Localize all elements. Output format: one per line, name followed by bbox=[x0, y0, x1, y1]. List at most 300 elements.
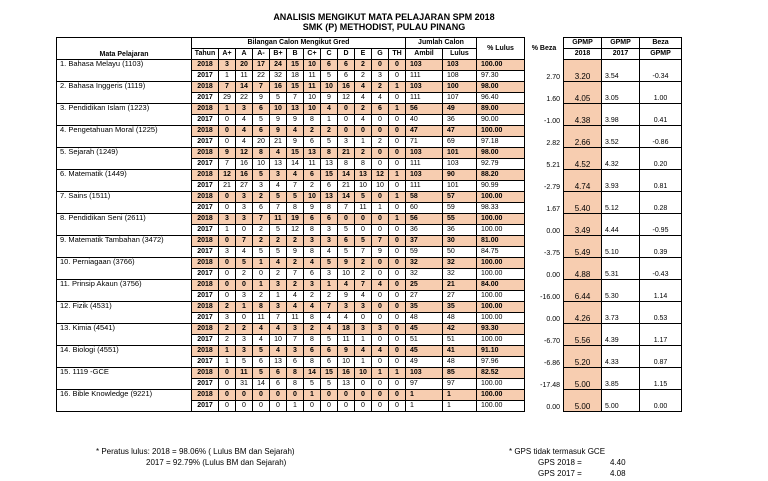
grade-count-cell: 4 bbox=[287, 170, 304, 181]
ambil-cell: 25 bbox=[406, 280, 443, 291]
table-row bbox=[57, 280, 682, 291]
footer-note-pass-2017: 2017 = 92.79% (Lulus BM dan Sejarah) bbox=[146, 458, 287, 467]
ambil-cell: 111 bbox=[406, 159, 443, 170]
pass-percent-cell: 84.75 bbox=[477, 247, 525, 258]
grade-count-cell: 1 bbox=[236, 302, 253, 313]
grade-count-cell: 5 bbox=[270, 225, 287, 236]
header-diff-top: Beza bbox=[640, 38, 682, 49]
grade-count-cell: 5 bbox=[321, 379, 338, 390]
ambil-cell: 97 bbox=[406, 379, 443, 390]
lulus-cell: 1 bbox=[443, 401, 477, 412]
grade-count-cell: 20 bbox=[236, 60, 253, 71]
diff-percent-cell: 1.67 bbox=[546, 205, 560, 213]
ambil-cell: 40 bbox=[406, 115, 443, 126]
lulus-cell: 50 bbox=[443, 247, 477, 258]
diff-gpmp-cell: 1.17 bbox=[640, 324, 682, 346]
grade-count-cell: 0 bbox=[321, 390, 338, 401]
table-row bbox=[57, 302, 682, 313]
grade-count-cell: 10 bbox=[355, 368, 372, 379]
grade-count-cell: 0 bbox=[389, 115, 406, 126]
lulus-cell: 101 bbox=[443, 181, 477, 192]
grade-count-cell: 0 bbox=[389, 313, 406, 324]
gpmp-2018-cell: 4.88 bbox=[564, 258, 602, 280]
lulus-cell: 27 bbox=[443, 291, 477, 302]
grade-count-cell: 0 bbox=[372, 269, 389, 280]
grade-count-cell: 9 bbox=[338, 291, 355, 302]
grade-count-cell: 5 bbox=[253, 170, 270, 181]
grade-count-cell: 4 bbox=[253, 324, 270, 335]
lulus-cell: 85 bbox=[443, 368, 477, 379]
grade-count-cell: 1 bbox=[321, 280, 338, 291]
grade-count-cell: 0 bbox=[219, 379, 236, 390]
diff-gpmp-cell: 0.00 bbox=[640, 390, 682, 412]
subject-name: 8. Pendidikan Seni (2611) bbox=[57, 214, 192, 236]
pass-percent-cell: 100.00 bbox=[477, 258, 525, 269]
grade-count-cell: 6 bbox=[304, 269, 321, 280]
grade-count-cell: 5 bbox=[338, 247, 355, 258]
year-cell: 2018 bbox=[192, 192, 219, 203]
grade-count-cell: 3 bbox=[270, 302, 287, 313]
grade-count-cell: 0 bbox=[253, 269, 270, 280]
grade-count-cell: 16 bbox=[270, 82, 287, 93]
lulus-cell: 36 bbox=[443, 225, 477, 236]
footer-gps-2017-value: 4.08 bbox=[610, 469, 626, 478]
year-cell: 2018 bbox=[192, 170, 219, 181]
header-subject: Mata Pelajaran bbox=[57, 38, 192, 60]
grade-count-cell: 22 bbox=[236, 93, 253, 104]
grade-count-cell: 15 bbox=[321, 368, 338, 379]
gpmp-2018-cell: 4.26 bbox=[564, 302, 602, 324]
pass-percent-cell: 100.00 bbox=[477, 302, 525, 313]
subject-name: 9. Matematik Tambahan (3472) bbox=[57, 236, 192, 258]
header-grade: D bbox=[338, 49, 355, 60]
header-gpmp-2017: 2017 bbox=[602, 49, 640, 60]
year-cell: 2018 bbox=[192, 126, 219, 137]
diff-percent-cell: -6.70 bbox=[544, 337, 560, 345]
pass-percent-cell: 90.99 bbox=[477, 181, 525, 192]
grade-count-cell: 1 bbox=[389, 104, 406, 115]
grade-count-cell: 0 bbox=[219, 115, 236, 126]
grade-count-cell: 5 bbox=[236, 357, 253, 368]
gpmp-2018-cell: 3.49 bbox=[564, 214, 602, 236]
ambil-cell: 59 bbox=[406, 247, 443, 258]
grade-count-cell: 0 bbox=[355, 313, 372, 324]
gpmp-2018-cell: 4.74 bbox=[564, 170, 602, 192]
grade-count-cell: 10 bbox=[304, 60, 321, 71]
year-cell: 2017 bbox=[192, 225, 219, 236]
pass-percent-cell: 90.00 bbox=[477, 115, 525, 126]
grade-count-cell: 14 bbox=[236, 82, 253, 93]
grade-count-cell: 0 bbox=[372, 390, 389, 401]
diff-gpmp-cell: 0.39 bbox=[640, 236, 682, 258]
grade-count-cell: 9 bbox=[287, 247, 304, 258]
pass-percent-cell: 100.00 bbox=[477, 214, 525, 225]
grade-count-cell: 0 bbox=[236, 225, 253, 236]
subject-name: 7. Sains (1511) bbox=[57, 192, 192, 214]
grade-count-cell: 20 bbox=[253, 137, 270, 148]
ambil-cell: 103 bbox=[406, 368, 443, 379]
grade-count-cell: 5 bbox=[253, 346, 270, 357]
year-cell: 2017 bbox=[192, 269, 219, 280]
grade-count-cell: 7 bbox=[321, 302, 338, 313]
ambil-cell: 103 bbox=[406, 60, 443, 71]
grade-count-cell: 0 bbox=[355, 214, 372, 225]
grade-count-cell: 22 bbox=[253, 71, 270, 82]
grade-count-cell: 0 bbox=[219, 137, 236, 148]
footer-gps-2017-label: GPS 2017 = bbox=[538, 469, 582, 478]
grade-count-cell: 0 bbox=[355, 225, 372, 236]
grade-count-cell: 3 bbox=[219, 313, 236, 324]
gpmp-2018-cell: 4.05 bbox=[564, 82, 602, 104]
pass-percent-cell: 97.18 bbox=[477, 137, 525, 148]
gpmp-2018-cell: 5.00 bbox=[564, 390, 602, 412]
pass-percent-cell: 92.79 bbox=[477, 159, 525, 170]
grade-count-cell: 6 bbox=[321, 346, 338, 357]
grade-count-cell: 0 bbox=[389, 247, 406, 258]
header-grade: A bbox=[236, 49, 253, 60]
lulus-cell: 69 bbox=[443, 137, 477, 148]
grade-count-cell: 16 bbox=[236, 170, 253, 181]
grade-count-cell: 27 bbox=[236, 181, 253, 192]
subject-name: 16. Bible Knowledge (9221) bbox=[57, 390, 192, 412]
grade-count-cell: 0 bbox=[389, 181, 406, 192]
year-cell: 2018 bbox=[192, 82, 219, 93]
grade-count-cell: 0 bbox=[219, 258, 236, 269]
grade-count-cell: 0 bbox=[389, 137, 406, 148]
grade-count-cell: 0 bbox=[389, 60, 406, 71]
grade-count-cell: 16 bbox=[236, 159, 253, 170]
grade-count-cell: 4 bbox=[304, 302, 321, 313]
grade-count-cell: 9 bbox=[219, 148, 236, 159]
diff-percent-cell: 0.00 bbox=[546, 315, 560, 323]
pass-percent-cell: 97.96 bbox=[477, 357, 525, 368]
grade-count-cell: 2 bbox=[236, 269, 253, 280]
footer-gps-2018-label: GPS 2018 = bbox=[538, 458, 582, 467]
grade-count-cell: 11 bbox=[304, 159, 321, 170]
grade-count-cell: 5 bbox=[270, 247, 287, 258]
ambil-cell: 111 bbox=[406, 71, 443, 82]
school-name: SMK (P) METHODIST, PULAU PINANG bbox=[302, 22, 466, 32]
subject-name: 12. Fizik (4531) bbox=[57, 302, 192, 324]
grade-count-cell: 0 bbox=[389, 126, 406, 137]
grade-count-cell: 6 bbox=[287, 357, 304, 368]
grade-count-cell: 6 bbox=[304, 214, 321, 225]
grade-count-cell: 4 bbox=[338, 313, 355, 324]
grade-count-cell: 0 bbox=[219, 203, 236, 214]
grade-count-cell: 7 bbox=[270, 313, 287, 324]
diff-percent-cell: 0.00 bbox=[546, 227, 560, 235]
grade-count-cell: 6 bbox=[253, 357, 270, 368]
grade-count-cell: 2 bbox=[253, 236, 270, 247]
gpmp-2018-cell: 5.56 bbox=[564, 324, 602, 346]
grade-count-cell: 1 bbox=[270, 291, 287, 302]
grade-count-cell: 3 bbox=[287, 346, 304, 357]
lulus-cell: 108 bbox=[443, 71, 477, 82]
ambil-cell: 103 bbox=[406, 148, 443, 159]
grade-count-cell: 4 bbox=[321, 313, 338, 324]
ambil-cell: 1 bbox=[406, 390, 443, 401]
grade-count-cell: 7 bbox=[372, 236, 389, 247]
year-cell: 2017 bbox=[192, 291, 219, 302]
grade-count-cell: 5 bbox=[270, 93, 287, 104]
grade-count-cell: 5 bbox=[253, 247, 270, 258]
diff-gpmp-cell: 0.20 bbox=[640, 148, 682, 170]
grade-count-cell: 0 bbox=[338, 126, 355, 137]
grade-count-cell: 13 bbox=[270, 357, 287, 368]
grade-count-cell: 0 bbox=[219, 126, 236, 137]
grade-count-cell: 1 bbox=[355, 357, 372, 368]
grade-count-cell: 5 bbox=[304, 379, 321, 390]
grade-count-cell: 5 bbox=[355, 236, 372, 247]
grade-count-cell: 0 bbox=[355, 401, 372, 412]
grade-count-cell: 8 bbox=[355, 159, 372, 170]
pass-percent-cell: 100.00 bbox=[477, 60, 525, 71]
grade-count-cell: 3 bbox=[338, 302, 355, 313]
grade-count-cell: 6 bbox=[372, 104, 389, 115]
subject-name: 1. Bahasa Melayu (1103) bbox=[57, 60, 192, 82]
grade-count-cell: 15 bbox=[287, 148, 304, 159]
pass-percent-cell: 98.00 bbox=[477, 82, 525, 93]
pass-percent-cell: 100.00 bbox=[477, 390, 525, 401]
grade-count-cell: 11 bbox=[253, 313, 270, 324]
grade-count-cell: 3 bbox=[338, 137, 355, 148]
grade-count-cell: 10 bbox=[355, 181, 372, 192]
subject-name: 11. Prinsip Akaun (3756) bbox=[57, 280, 192, 302]
gpmp-2018-cell: 2.66 bbox=[564, 126, 602, 148]
grade-count-cell: 3 bbox=[219, 247, 236, 258]
grade-count-cell: 5 bbox=[287, 192, 304, 203]
grade-count-cell: 2 bbox=[355, 60, 372, 71]
grade-count-cell: 0 bbox=[372, 401, 389, 412]
grade-count-cell: 18 bbox=[287, 71, 304, 82]
grade-count-cell: 10 bbox=[338, 357, 355, 368]
table-row bbox=[57, 368, 682, 379]
diff-gpmp-cell: 0.41 bbox=[640, 104, 682, 126]
grade-count-cell: 2 bbox=[287, 280, 304, 291]
grade-count-cell: 5 bbox=[321, 71, 338, 82]
grade-count-cell: 10 bbox=[321, 82, 338, 93]
grade-count-cell: 4 bbox=[287, 291, 304, 302]
diff-gpmp-cell: 0.28 bbox=[640, 192, 682, 214]
gpmp-2017-cell: 3.85 bbox=[602, 368, 640, 390]
grade-count-cell: 0 bbox=[253, 401, 270, 412]
grade-count-cell: 6 bbox=[321, 60, 338, 71]
gpmp-2018-cell: 4.38 bbox=[564, 104, 602, 126]
grade-count-cell: 6 bbox=[253, 203, 270, 214]
grade-count-cell: 32 bbox=[270, 71, 287, 82]
grade-count-cell: 13 bbox=[355, 170, 372, 181]
diff-gpmp-cell: 1.14 bbox=[640, 280, 682, 302]
grade-count-cell: 4 bbox=[253, 335, 270, 346]
grade-count-cell: 13 bbox=[270, 159, 287, 170]
diff-gpmp-cell: -0.43 bbox=[640, 258, 682, 280]
grade-count-cell: 0 bbox=[372, 60, 389, 71]
gpmp-2017-cell: 3.73 bbox=[602, 302, 640, 324]
table-row bbox=[57, 390, 682, 401]
grade-count-cell: 0 bbox=[236, 313, 253, 324]
lulus-cell: 47 bbox=[443, 126, 477, 137]
lulus-cell: 101 bbox=[443, 148, 477, 159]
grade-count-cell: 7 bbox=[287, 269, 304, 280]
grade-count-cell: 0 bbox=[372, 357, 389, 368]
grade-count-cell: 6 bbox=[321, 357, 338, 368]
table-row bbox=[57, 214, 682, 225]
grade-count-cell: 0 bbox=[372, 159, 389, 170]
grade-count-cell: 4 bbox=[372, 93, 389, 104]
grade-count-cell: 0 bbox=[355, 390, 372, 401]
grade-count-cell: 3 bbox=[236, 203, 253, 214]
grade-count-cell: 9 bbox=[253, 93, 270, 104]
grade-count-cell: 0 bbox=[372, 225, 389, 236]
year-cell: 2017 bbox=[192, 247, 219, 258]
grade-count-cell: 2 bbox=[219, 335, 236, 346]
grade-count-cell: 4 bbox=[355, 346, 372, 357]
header-grade-count: Bilangan Calon Mengikut Gred bbox=[192, 38, 406, 49]
grade-count-cell: 0 bbox=[219, 269, 236, 280]
header-grade: E bbox=[355, 49, 372, 60]
grade-count-cell: 0 bbox=[389, 335, 406, 346]
grade-count-cell: 8 bbox=[304, 357, 321, 368]
year-cell: 2018 bbox=[192, 60, 219, 71]
lulus-cell: 107 bbox=[443, 93, 477, 104]
grade-count-cell: 4 bbox=[372, 280, 389, 291]
grade-count-cell: 11 bbox=[338, 335, 355, 346]
grade-count-cell: 0 bbox=[270, 401, 287, 412]
grade-count-cell: 1 bbox=[304, 390, 321, 401]
grade-count-cell: 0 bbox=[219, 280, 236, 291]
grade-count-cell: 21 bbox=[270, 137, 287, 148]
diff-percent-cell: 0.00 bbox=[546, 271, 560, 279]
grade-count-cell: 13 bbox=[321, 192, 338, 203]
footer-note-pass-2018: * Peratus lulus: 2018 = 98.06% ( Lulus BM dan Sejarah) bbox=[96, 447, 295, 456]
header-grade: C+ bbox=[304, 49, 321, 60]
grade-count-cell: 1 bbox=[219, 357, 236, 368]
header-gpmp-2018: 2018 bbox=[564, 49, 602, 60]
grade-count-cell: 17 bbox=[253, 60, 270, 71]
grade-count-cell: 8 bbox=[304, 313, 321, 324]
subject-name: 5. Sejarah (1249) bbox=[57, 148, 192, 170]
year-cell: 2017 bbox=[192, 137, 219, 148]
grade-count-cell: 0 bbox=[338, 115, 355, 126]
grade-count-cell: 2 bbox=[355, 269, 372, 280]
grade-count-cell: 1 bbox=[355, 137, 372, 148]
grade-count-cell: 2 bbox=[304, 324, 321, 335]
header-gpmp-2018-top: GPMP bbox=[564, 38, 602, 49]
ambil-cell: 56 bbox=[406, 214, 443, 225]
grade-count-cell: 0 bbox=[236, 401, 253, 412]
grade-count-cell: 3 bbox=[236, 104, 253, 115]
grade-count-cell: 8 bbox=[253, 148, 270, 159]
grade-count-cell: 0 bbox=[321, 401, 338, 412]
grade-count-cell: 7 bbox=[355, 247, 372, 258]
grade-count-cell: 0 bbox=[219, 390, 236, 401]
year-cell: 2018 bbox=[192, 214, 219, 225]
grade-count-cell: 0 bbox=[389, 324, 406, 335]
gpmp-2017-cell: 3.52 bbox=[602, 126, 640, 148]
gpmp-2017-cell: 3.54 bbox=[602, 60, 640, 82]
header-total-candidates: Jumlah Calon bbox=[406, 38, 477, 49]
diff-gpmp-cell: -0.34 bbox=[640, 60, 682, 82]
gpmp-2017-cell: 3.93 bbox=[602, 170, 640, 192]
gpmp-2017-cell: 5.30 bbox=[602, 280, 640, 302]
ambil-cell: 111 bbox=[406, 181, 443, 192]
grade-count-cell: 1 bbox=[355, 335, 372, 346]
ambil-cell: 71 bbox=[406, 137, 443, 148]
grade-count-cell: 4 bbox=[270, 148, 287, 159]
grade-count-cell: 5 bbox=[321, 137, 338, 148]
pass-percent-cell: 88.20 bbox=[477, 170, 525, 181]
grade-count-cell: 3 bbox=[287, 324, 304, 335]
ambil-cell: 32 bbox=[406, 258, 443, 269]
grade-count-cell: 5 bbox=[321, 335, 338, 346]
diff-percent-cell: 1.60 bbox=[546, 95, 560, 103]
table-row bbox=[57, 104, 682, 115]
grade-count-cell: 9 bbox=[270, 126, 287, 137]
results-table bbox=[56, 37, 682, 412]
year-cell: 2017 bbox=[192, 181, 219, 192]
lulus-cell: 35 bbox=[443, 302, 477, 313]
grade-count-cell: 11 bbox=[304, 82, 321, 93]
year-cell: 2018 bbox=[192, 390, 219, 401]
grade-count-cell: 10 bbox=[304, 93, 321, 104]
grade-count-cell: 0 bbox=[389, 302, 406, 313]
header-diff-gpmp: GPMP bbox=[640, 49, 682, 60]
lulus-cell: 49 bbox=[443, 104, 477, 115]
ambil-cell: 48 bbox=[406, 313, 443, 324]
table-row bbox=[57, 126, 682, 137]
subject-name: 13. Kimia (4541) bbox=[57, 324, 192, 346]
ambil-cell: 45 bbox=[406, 346, 443, 357]
grade-count-cell: 3 bbox=[304, 236, 321, 247]
grade-count-cell: 7 bbox=[287, 335, 304, 346]
year-cell: 2017 bbox=[192, 203, 219, 214]
grade-count-cell: 4 bbox=[270, 181, 287, 192]
grade-count-cell: 0 bbox=[355, 126, 372, 137]
header-year: Tahun bbox=[192, 49, 219, 60]
lulus-cell: 90 bbox=[443, 170, 477, 181]
gpmp-2017-cell: 5.00 bbox=[602, 390, 640, 412]
grade-count-cell: 15 bbox=[287, 82, 304, 93]
grade-count-cell: 10 bbox=[253, 159, 270, 170]
grade-count-cell: 9 bbox=[372, 247, 389, 258]
grade-count-cell: 4 bbox=[321, 247, 338, 258]
grade-count-cell: 2 bbox=[321, 291, 338, 302]
grade-count-cell: 0 bbox=[389, 401, 406, 412]
grade-count-cell: 10 bbox=[270, 104, 287, 115]
table-row bbox=[57, 258, 682, 269]
grade-count-cell: 10 bbox=[304, 192, 321, 203]
pass-percent-cell: 100.00 bbox=[477, 126, 525, 137]
grade-count-cell: 8 bbox=[304, 225, 321, 236]
grade-count-cell: 14 bbox=[287, 159, 304, 170]
grade-count-cell: 8 bbox=[321, 203, 338, 214]
grade-count-cell: 3 bbox=[219, 214, 236, 225]
lulus-cell: 36 bbox=[443, 115, 477, 126]
grade-count-cell: 9 bbox=[287, 137, 304, 148]
pass-percent-cell: 81.00 bbox=[477, 236, 525, 247]
year-cell: 2017 bbox=[192, 159, 219, 170]
grade-count-cell: 2 bbox=[372, 82, 389, 93]
year-cell: 2018 bbox=[192, 236, 219, 247]
lulus-cell: 103 bbox=[443, 60, 477, 71]
grade-count-cell: 8 bbox=[304, 247, 321, 258]
grade-count-cell: 7 bbox=[355, 280, 372, 291]
grade-count-cell: 16 bbox=[338, 368, 355, 379]
lulus-cell: 100 bbox=[443, 82, 477, 93]
header-grade: C bbox=[321, 49, 338, 60]
diff-gpmp-cell: 0.87 bbox=[640, 346, 682, 368]
grade-count-cell: 14 bbox=[253, 379, 270, 390]
